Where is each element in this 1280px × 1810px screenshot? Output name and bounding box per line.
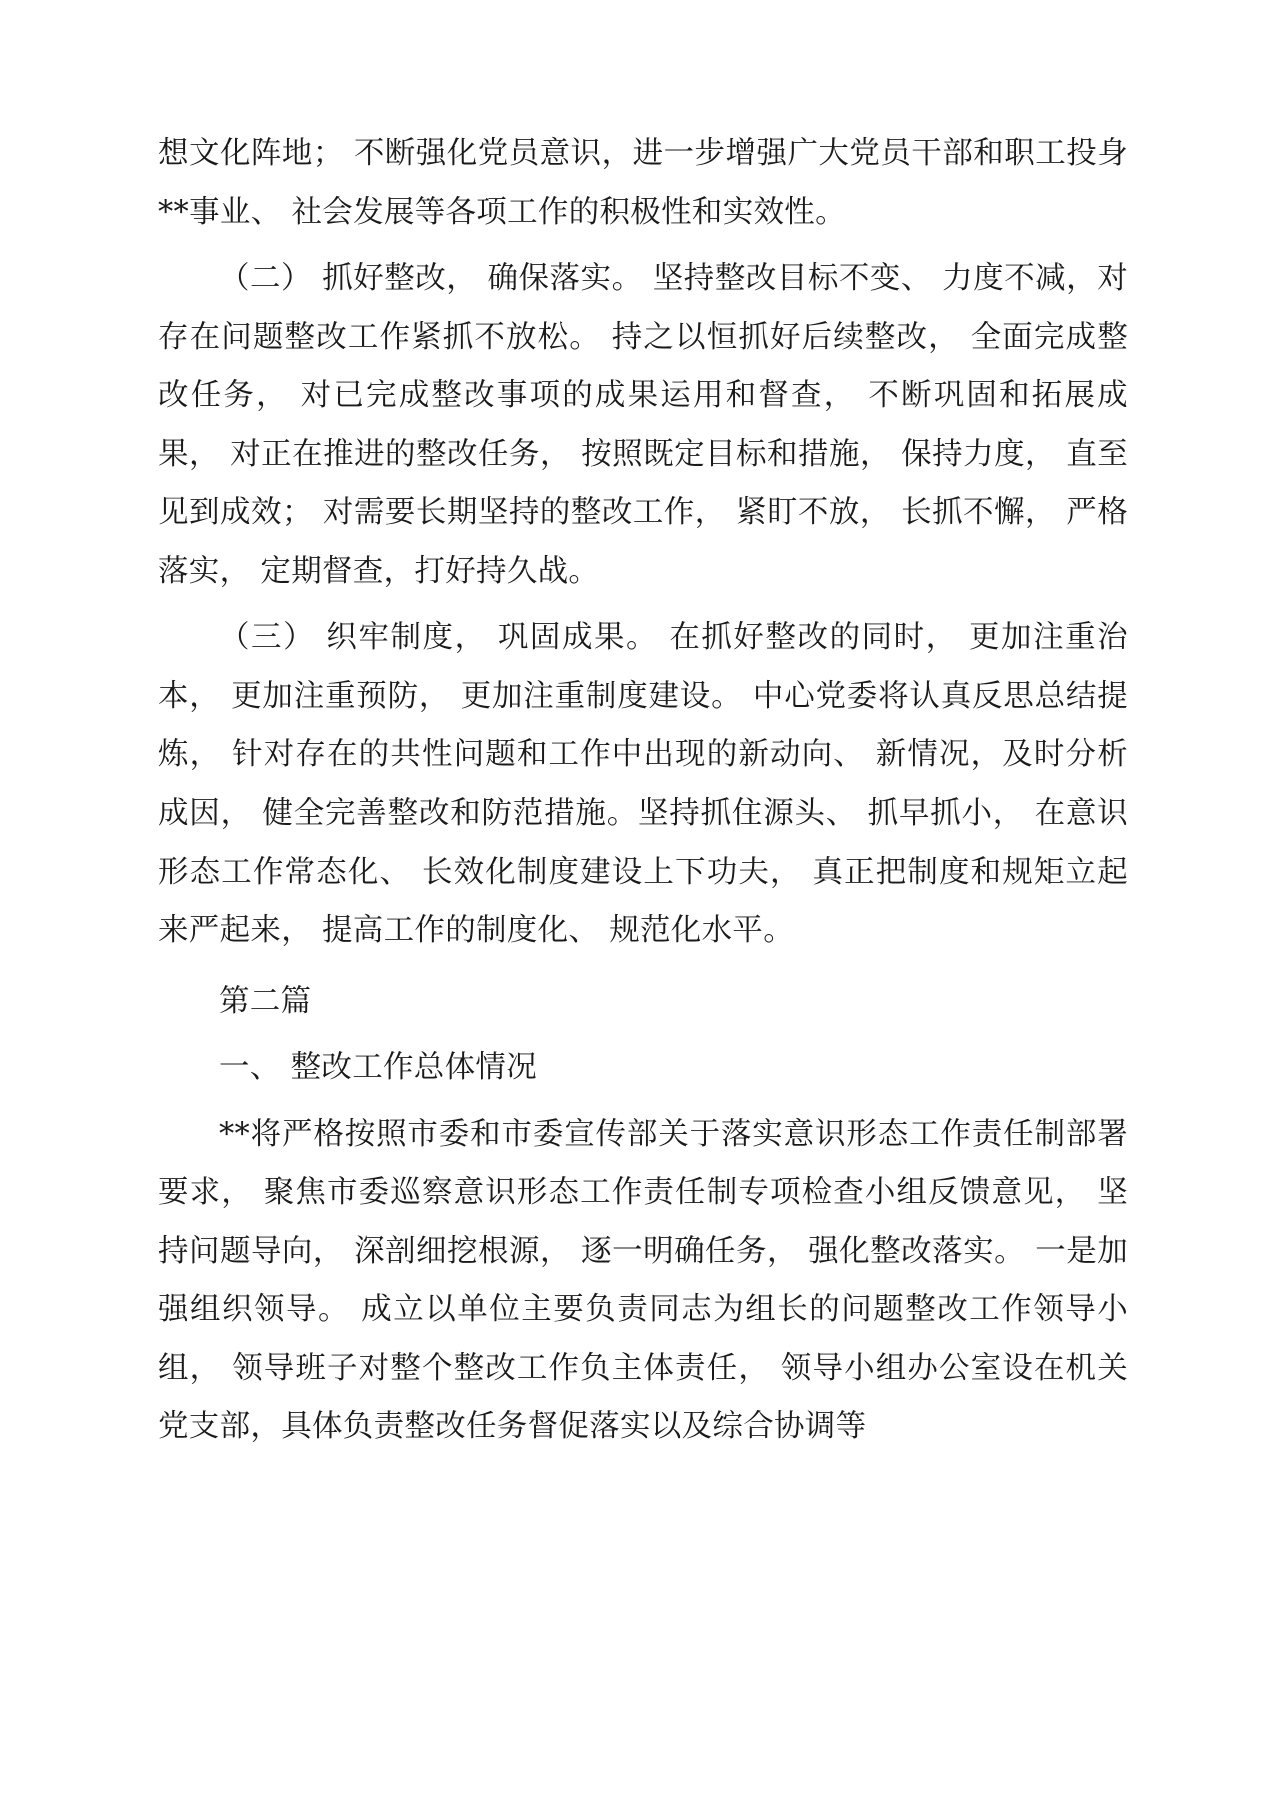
paragraph-overall-situation: **将严格按照市委和市委宣传部关于落实意识形态工作责任制部署要求， 聚焦市委巡察意识形态工作责任制专项检查小组反馈意见， 坚持问题导向， 深剖细挖根源， 逐一明确任务， 强化整改落实。 一是加强组织领导。 成立以单位主要负责同志为组长的问题整改工作领导小组， 领导班子对整个整改工作负主体责任， 领导小组办公室设在机关党支部，具体负责整改任务督促落实以及综合协调等 xyxy=(158,1116,1128,1445)
heading-item-one: 一、 整改工作总体情况 xyxy=(219,1050,537,1086)
paragraph-section-three: （三） 织牢制度， 巩固成果。 在抓好整改的同时， 更加注重治本， 更加注重预防， 更加注重制度建设。 中心党委将认真反思总结提炼， 针对存在的共性问题和工作中出现的新动向、 新情况，及时分析成因， 健全完善整改和防范措施。坚持抓住源头、 抓早抓小， 在意识形态工作常态化、 长效化制度建设上下功夫， 真正把制度和规矩立起来严起来， 提高工作的制度化、 规范化水平。 xyxy=(158,620,1128,949)
paragraph-section-two: （二） 抓好整改， 确保落实。 坚持整改目标不变、 力度不减，对存在问题整改工作紧抓不放松。 持之以恒抓好后续整改， 全面完成整改任务， 对已完成整改事项的成果运用和督查， 不断巩固和拓展成果， 对正在推进的整改任务， 按照既定目标和措施， 保持力度， 直至见到成效； 对需要长期坚持的整改工作， 紧盯不放， 长抓不懈， 严格落实， 定期督查，打好持久战。 xyxy=(158,261,1128,589)
paragraph-continuation: 想文化阵地； 不断强化党员意识，进一步增强广大党员干部和职工投身**事业、 社会发展等各项工作的积极性和实效性。 xyxy=(158,136,1128,230)
paragraph-spacer xyxy=(158,963,1128,973)
heading-part-two: 第二篇 xyxy=(219,983,312,1019)
document-body xyxy=(158,125,1128,1457)
